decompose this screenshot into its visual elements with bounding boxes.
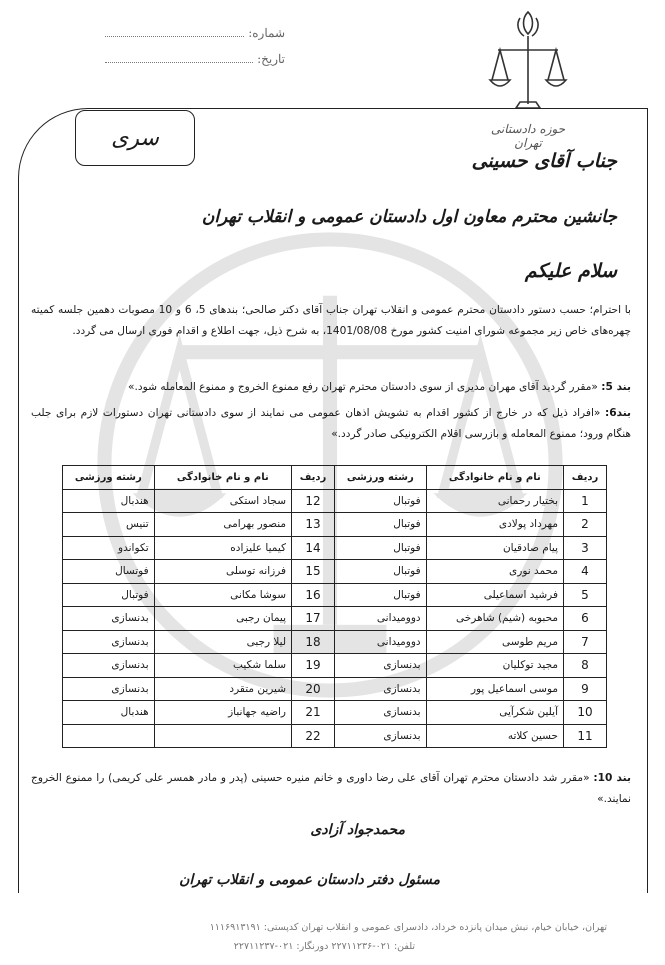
- table-row: [63, 560, 607, 584]
- cell-row-number: 9: [564, 677, 607, 701]
- table-row: [63, 513, 607, 537]
- clause-10: [31, 768, 631, 810]
- cell-row-number-2: 12: [292, 489, 335, 513]
- persons-table: [62, 465, 607, 748]
- intro-paragraph: با احترام؛ حسب دستور دادستان محترم عمومی و انقلاب تهران جناب آقای دکتر صالحی؛ بندهای 5، 6 و 10 مصوبات دهمین جلسه کمیته چهره‌های خاص زیر مجموعه شورای امنیت کشور مورخ 1401/08/08، به شرح ذیل، جهت اطلاع و اقدام فوری ارسال می گردد.: [31, 304, 631, 337]
- cell-sport-2: بدنسازی: [63, 677, 155, 701]
- table-row: [63, 654, 607, 678]
- cell-sport: بدنسازی: [335, 701, 427, 725]
- cell-full-name: پیام صادقیان: [426, 536, 563, 560]
- cell-sport: دوومیدانی: [335, 607, 427, 631]
- cell-sport-2: فوتبال: [63, 583, 155, 607]
- cell-full-name-2: پیمان رجبی: [154, 607, 291, 631]
- table-row: [63, 724, 607, 748]
- table-row: [63, 536, 607, 560]
- cell-full-name-2: سوشا مکانی: [154, 583, 291, 607]
- cell-sport: فوتبال: [335, 560, 427, 584]
- cell-row-number-2: 17: [292, 607, 335, 631]
- cell-full-name: محمد نوری: [426, 560, 563, 584]
- cell-sport: بدنسازی: [335, 724, 427, 748]
- clause-10-label: بند 10:: [593, 772, 631, 784]
- cell-row-number-2: 13: [292, 513, 335, 537]
- cell-sport-2: بدنسازی: [63, 607, 155, 631]
- table-row: [63, 630, 607, 654]
- footer-address: تهران، خیابان خیام، نبش میدان پانزده خرداد، دادسرای عمومی و انقلاب تهران کدپستی: ۱۱۱۶۹۱۳۱۹۱: [209, 922, 607, 933]
- number-field: [105, 27, 244, 37]
- classification-stamp: سری: [75, 110, 195, 166]
- cell-row-number: 10: [564, 701, 607, 725]
- addressee-title: جانشین محترم معاون اول دادستان عمومی و انقلاب تهران: [201, 207, 617, 227]
- cell-full-name: حسین کلاته: [426, 724, 563, 748]
- clause-5-label: بند 5:: [601, 381, 631, 393]
- cell-sport-2: تکواندو: [63, 536, 155, 560]
- cell-sport-2: هندبال: [63, 489, 155, 513]
- table-row: [63, 489, 607, 513]
- cell-row-number-2: 16: [292, 583, 335, 607]
- table-row: [63, 583, 607, 607]
- clause-6: [31, 403, 631, 445]
- cell-full-name: مهرداد پولادی: [426, 513, 563, 537]
- table-header-row: [63, 466, 607, 490]
- addressee-name: جناب آقای حسینی: [471, 150, 617, 172]
- cell-full-name-2: سجاد استکی: [154, 489, 291, 513]
- cell-full-name-2: راضیه جهانباز: [154, 701, 291, 725]
- cell-row-number-2: 22: [292, 724, 335, 748]
- footer-phone: تلفن: ۰۲۱-۲۲۷۱۱۲۳۶ دورنگار: ۰۲۱-۲۲۷۱۱۲۳۷: [233, 941, 415, 952]
- cell-full-name: آیلین شکرآیی: [426, 701, 563, 725]
- col-header-full-name-2: نام و نام خانوادگی: [154, 466, 291, 490]
- cell-full-name: موسی اسماعیل پور: [426, 677, 563, 701]
- cell-row-number-2: 15: [292, 560, 335, 584]
- cell-full-name-2: لیلا رجبی: [154, 630, 291, 654]
- signer-title: مسئول دفتر دادستان عمومی و انقلاب تهران: [179, 872, 440, 888]
- cell-sport: فوتبال: [335, 513, 427, 537]
- table-row: [63, 607, 607, 631]
- cell-sport-2: تنیس: [63, 513, 155, 537]
- cell-sport: بدنسازی: [335, 654, 427, 678]
- number-label: شماره:: [248, 26, 285, 40]
- cell-row-number: 4: [564, 560, 607, 584]
- col-header-full-name: نام و نام خانوادگی: [426, 466, 563, 490]
- col-header-row-number-2: ردیف: [292, 466, 335, 490]
- col-header-row-number: ردیف: [564, 466, 607, 490]
- cell-full-name: مجید توکلیان: [426, 654, 563, 678]
- cell-row-number: 2: [564, 513, 607, 537]
- cell-sport-2: هندبال: [63, 701, 155, 725]
- cell-row-number: 7: [564, 630, 607, 654]
- col-header-sport-2: رشته ورزشی: [63, 466, 155, 490]
- clause-5: [31, 377, 631, 398]
- table-body: [63, 489, 607, 748]
- cell-full-name-2: منصور بهرامی: [154, 513, 291, 537]
- cell-row-number: 1: [564, 489, 607, 513]
- signer-name: محمدجواد آزادی: [310, 822, 405, 838]
- cell-sport-2: فوتسال: [63, 560, 155, 584]
- salutation: سلام علیکم: [524, 260, 617, 282]
- cell-row-number: 11: [564, 724, 607, 748]
- cell-row-number: 8: [564, 654, 607, 678]
- date-row: [105, 52, 285, 78]
- cell-full-name-2: [154, 724, 291, 748]
- cell-row-number: 6: [564, 607, 607, 631]
- date-field: [105, 53, 253, 63]
- cell-row-number-2: 18: [292, 630, 335, 654]
- cell-row-number: 3: [564, 536, 607, 560]
- org-caption: حوزه دادستانی تهران: [490, 122, 566, 150]
- cell-row-number-2: 20: [292, 677, 335, 701]
- cell-full-name: بختیار رحمانی: [426, 489, 563, 513]
- cell-sport: فوتبال: [335, 489, 427, 513]
- cell-row-number-2: 19: [292, 654, 335, 678]
- clause-5-text: «مقرر گردید آقای مهران مدیری از سوی دادستان محترم تهران رفع ممنوع الخروج و ممنوع المعامله شود.»: [128, 381, 602, 393]
- cell-full-name-2: سلما شکیب: [154, 654, 291, 678]
- clause-10-text: «مقرر شد دادستان محترم تهران آقای علی رضا داوری و خانم منیره حسینی (پدر و مادر همسر علی کریمی) را ممنوع الخروج نمایند.»: [31, 772, 631, 805]
- clause-6-label: بند6:: [604, 407, 631, 419]
- cell-row-number-2: 14: [292, 536, 335, 560]
- cell-sport: فوتبال: [335, 583, 427, 607]
- cell-full-name: محبوبه (شیم) شاهرخی: [426, 607, 563, 631]
- cell-sport-2: بدنسازی: [63, 630, 155, 654]
- cell-sport-2: [63, 724, 155, 748]
- cell-row-number-2: 21: [292, 701, 335, 725]
- cell-full-name-2: کیمیا علیزاده: [154, 536, 291, 560]
- table-row: [63, 677, 607, 701]
- cell-row-number: 5: [564, 583, 607, 607]
- scales-emblem-icon: [488, 8, 568, 120]
- date-label: تاریخ:: [257, 52, 285, 66]
- cell-full-name: مریم طوسی: [426, 630, 563, 654]
- cell-full-name-2: فرزانه توسلی: [154, 560, 291, 584]
- table-row: [63, 701, 607, 725]
- number-row: [105, 26, 285, 52]
- letter-meta: [105, 26, 285, 78]
- cell-full-name-2: شیرین متقرد: [154, 677, 291, 701]
- cell-sport: بدنسازی: [335, 677, 427, 701]
- cell-full-name: فرشید اسماعیلی: [426, 583, 563, 607]
- cell-sport-2: بدنسازی: [63, 654, 155, 678]
- cell-sport: فوتبال: [335, 536, 427, 560]
- clause-6-text: «افراد ذیل که در خارج از کشور اقدام به تشویش اذهان عمومی می نمایند از سوی دادستانی تهران دستورات لازم برای جلب هنگام ورود؛ ممنوع المعامله و بازرسی اقلام الکترونیکی صادر گردد.»: [31, 407, 631, 440]
- col-header-sport: رشته ورزشی: [335, 466, 427, 490]
- cell-sport: دوومیدانی: [335, 630, 427, 654]
